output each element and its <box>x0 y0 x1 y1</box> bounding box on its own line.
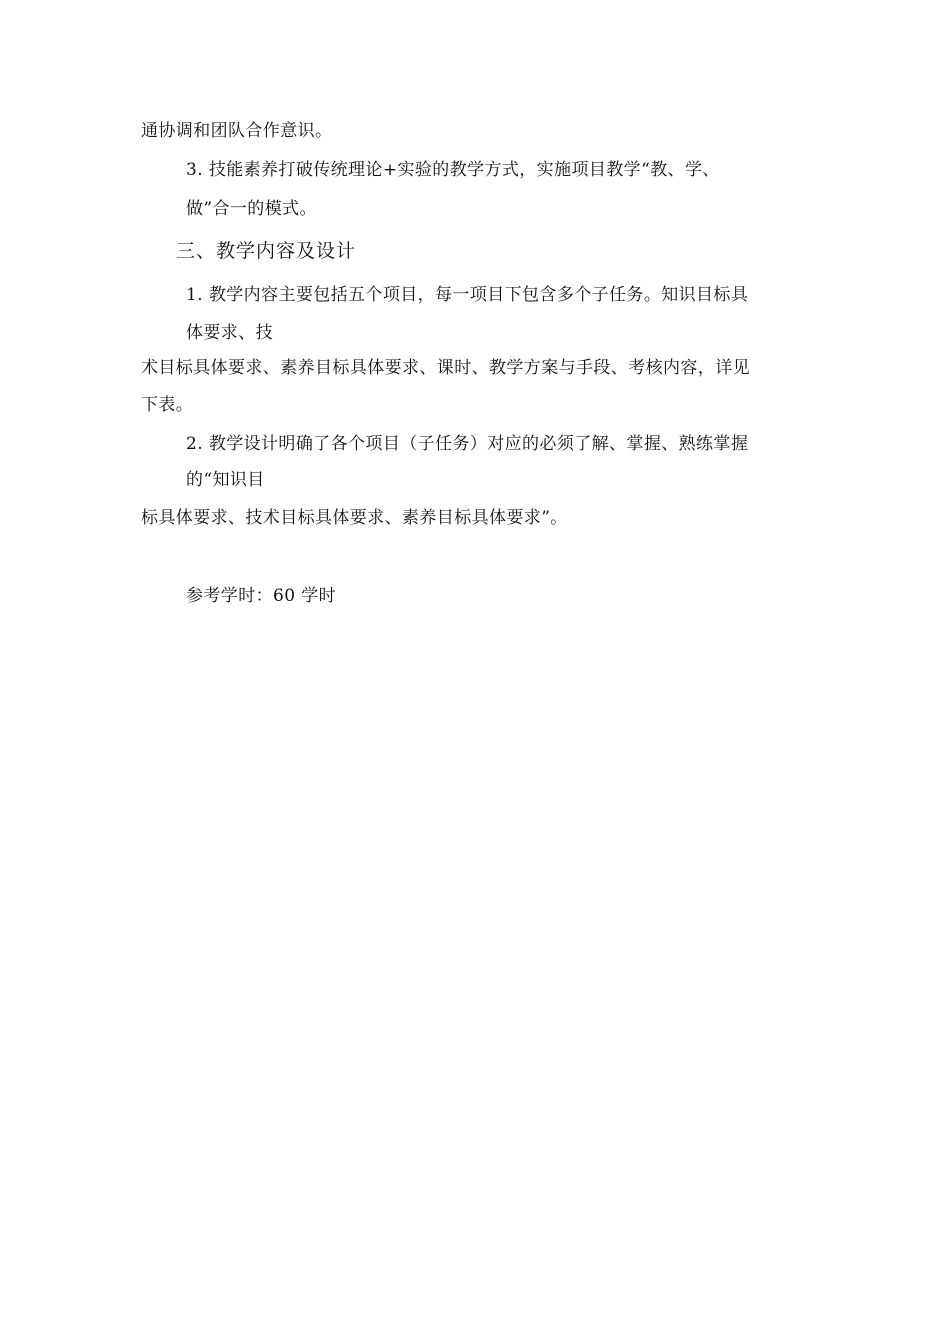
item-2-line-2: 的“知识目 <box>186 470 265 490</box>
item-1-line-3: 术目标具体要求、素养目标具体要求、课时、教学方案与手段、考核内容，详见 <box>141 358 750 378</box>
item-2-line-1: 2. 教学设计明确了各个项目（子任务）对应的必须了解、掌握、熟练掌握 <box>186 434 749 454</box>
item-1-line-4: 下表。 <box>141 395 194 415</box>
item-1-line-1: 1. 教学内容主要包括五个项目，每一项目下包含多个子任务。知识目标具 <box>186 285 749 305</box>
item-3-line-1: 3. 技能素养打破传统理论+实验的教学方式，实施项目教学“教、学、 <box>186 160 720 180</box>
reference-hours: 参考学时：60 学时 <box>186 586 337 606</box>
item-2-line-3: 标具体要求、技术目标具体要求、素养目标具体要求”。 <box>141 508 568 528</box>
section-3-heading: 三、教学内容及设计 <box>176 240 357 262</box>
item-3-line-2: 做”合一的模式。 <box>186 199 317 219</box>
intro-paragraph-end: 通协调和团队合作意识。 <box>141 121 333 141</box>
item-1-line-2: 体要求、技 <box>186 323 273 343</box>
